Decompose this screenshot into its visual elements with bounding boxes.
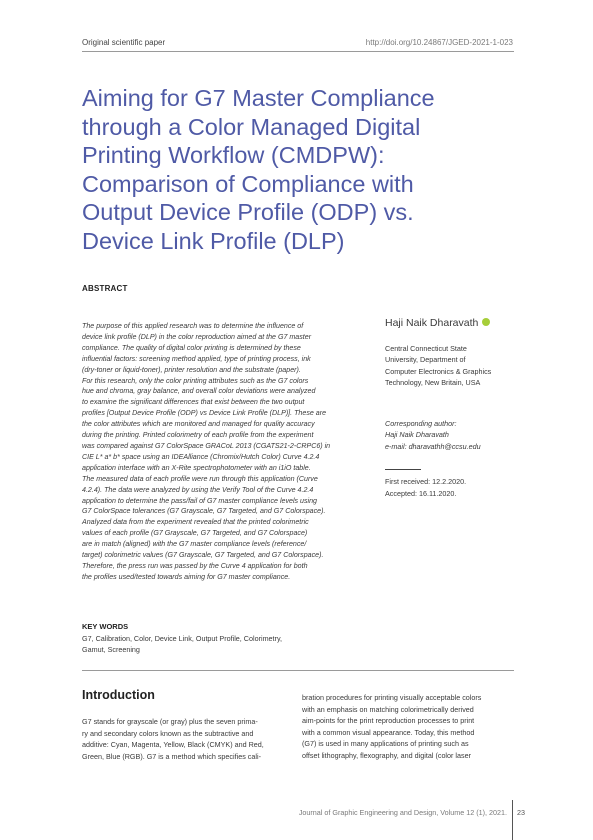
abstract-line: CIE L* a* b* space using an IDEAlliance (Chromix/Hutch Color) Curve 4.2.4 <box>82 452 320 461</box>
footer-separator <box>512 800 513 840</box>
intro-line: with an emphasis on matching colorimetrically derived <box>302 704 474 714</box>
abstract-line: target) colorimetric values (G7 Grayscale, G7 Targeted, and G7 Colorspace). <box>82 551 324 560</box>
title-line: through a Color Managed Digital <box>82 113 421 140</box>
author-name <box>385 317 490 329</box>
abstract-line: The measured data of each profile were run through this application (Curve <box>82 474 318 483</box>
abstract-line: application interface with an X-Rite spectrophotometer with an i1iO table. <box>82 463 311 472</box>
abstract-line: hue and chroma, gray balance, and overall color deviations were analyzed <box>82 387 316 396</box>
affiliation-line: Technology, New Britain, USA <box>385 377 481 387</box>
abstract-line: application to determine the pass/fail of G7 master compliance levels using <box>82 496 318 505</box>
title-line: Device Link Profile (DLP) <box>82 227 345 254</box>
journal-citation: Journal of Graphic Engineering and Design, Volume 12 (1), 2021. <box>298 808 507 817</box>
header-rule <box>82 51 514 52</box>
affiliation-line: Central Connecticut State <box>385 344 467 353</box>
abstract-body <box>82 321 369 583</box>
intro-line: Green, Blue (RGB). G7 is a method which specifies cali- <box>82 751 261 761</box>
abstract-line: are in match (aligned) with the G7 master compliance levels (reference/ <box>82 540 307 549</box>
title-line: Printing Workflow (CMDPW): <box>82 142 385 168</box>
introduction-heading: Introduction <box>82 688 155 702</box>
section-rule <box>82 670 514 671</box>
intro-line: additive: Cyan, Magenta, Yellow, Black (CMYK) and Red, <box>82 740 264 750</box>
doi-link[interactable]: http://doi.org/10.24867/JGED-2021-1-023 <box>365 38 513 47</box>
intro-line: G7 stands for grayscale (or gray) plus the seven prima- <box>82 717 258 726</box>
affiliation-line: University, Department of <box>385 355 466 365</box>
page-number: 23 <box>517 808 525 817</box>
abstract-line: the profiles used/tested towards aiming for G7 master compliance. <box>82 572 291 581</box>
abstract-line: The purpose of this applied research was to determine the influence of <box>82 322 304 330</box>
abstract-line: For this research, only the color printing attributes such as the G7 colors <box>82 376 309 385</box>
affiliation-line: Computer Electronics & Graphics <box>385 366 492 376</box>
author-affiliation <box>385 343 525 388</box>
corresponding-label: Corresponding author: <box>385 419 457 428</box>
abstract-line: G7 ColorSpace tolerances (G7 Grayscale, G7 Targeted, and G7 Colorspace). <box>82 507 326 516</box>
corresponding-author <box>385 418 481 452</box>
intro-line: with a common visual appearance. Today, this method <box>302 727 475 737</box>
intro-line: offset lithography, flexography, and digital (color laser <box>302 750 471 760</box>
intro-line: (G7) is used in many applications of printing such as <box>302 739 469 749</box>
orcid-icon[interactable] <box>482 318 490 326</box>
abstract-line: Analyzed data from the experiment revealed that the printed colorimetric <box>82 518 309 527</box>
author-name-text: Haji Naik Dharavath <box>385 317 479 329</box>
abstract-line: Therefore, the press run was passed by the Curve 4 application for both <box>82 561 308 570</box>
dates-rule <box>385 469 421 470</box>
keywords-heading: KEY WORDS <box>82 622 129 631</box>
keywords-list <box>82 633 352 656</box>
introduction-column-2 <box>302 692 514 762</box>
intro-line: ry and secondary colors known as the subtractive and <box>82 728 254 738</box>
abstract-line: influential factors: screening method applied, type of printing process, ink <box>82 354 311 363</box>
abstract-line: compliance. The quality of digital color printing is determined by these <box>82 343 301 352</box>
intro-line: bration procedures for printing visually acceptable colors <box>302 693 482 702</box>
abstract-line: values of each profile (G7 Grayscale, G7 Targeted, and G7 Colorspace) <box>82 529 308 538</box>
abstract-line: device link profile (DLP) in the color reproduction aimed at the G7 master <box>82 332 312 341</box>
abstract-line: 4.2.4). The data were analyzed by using the Verify Tool of the Curve 4.2.4 <box>82 485 314 494</box>
abstract-line: to examine the significant differences that exist between the two output <box>82 398 305 407</box>
intro-line: aim-points for the print reproduction processes to print <box>302 716 475 726</box>
corresponding-name: Haji Naik Dharavath <box>385 430 449 440</box>
title-line: Aiming for G7 Master Compliance <box>82 85 435 111</box>
abstract-line: (dry-toner or liquid-toner), printer resolution and the substrate (paper). <box>82 365 301 374</box>
title-line: Output Device Profile (ODP) vs. <box>82 199 414 225</box>
paper-title <box>82 84 482 255</box>
abstract-line: profiles [Output Device Profile (ODP) vs Device Link Profile (DLP)]. These are <box>82 409 327 418</box>
abstract-line: during the printing. Printed colorimetry of each profile from the experiment <box>82 431 314 440</box>
paper-dates <box>385 476 466 499</box>
keywords-line: Gamut, Screening <box>82 645 140 655</box>
paper-type: Original scientific paper <box>82 38 166 47</box>
abstract-line: the color attributes which are monitored and managed for quality accuracy <box>82 420 315 429</box>
abstract-line: was compared against G7 ColorSpace GRACoL 2013 (CGATS21-2-CRPC6) in <box>82 441 331 450</box>
abstract-heading: ABSTRACT <box>82 284 128 293</box>
accepted-date: Accepted: 16.11.2020. <box>385 488 457 498</box>
introduction-column-1 <box>82 716 287 762</box>
title-line: Comparison of Compliance with <box>82 170 414 197</box>
corresponding-email[interactable]: e-mail: dharavathh@ccsu.edu <box>385 441 481 451</box>
keywords-line: G7, Calibration, Color, Device Link, Output Profile, Colorimetry, <box>82 634 282 643</box>
received-date: First received: 12.2.2020. <box>385 477 467 486</box>
